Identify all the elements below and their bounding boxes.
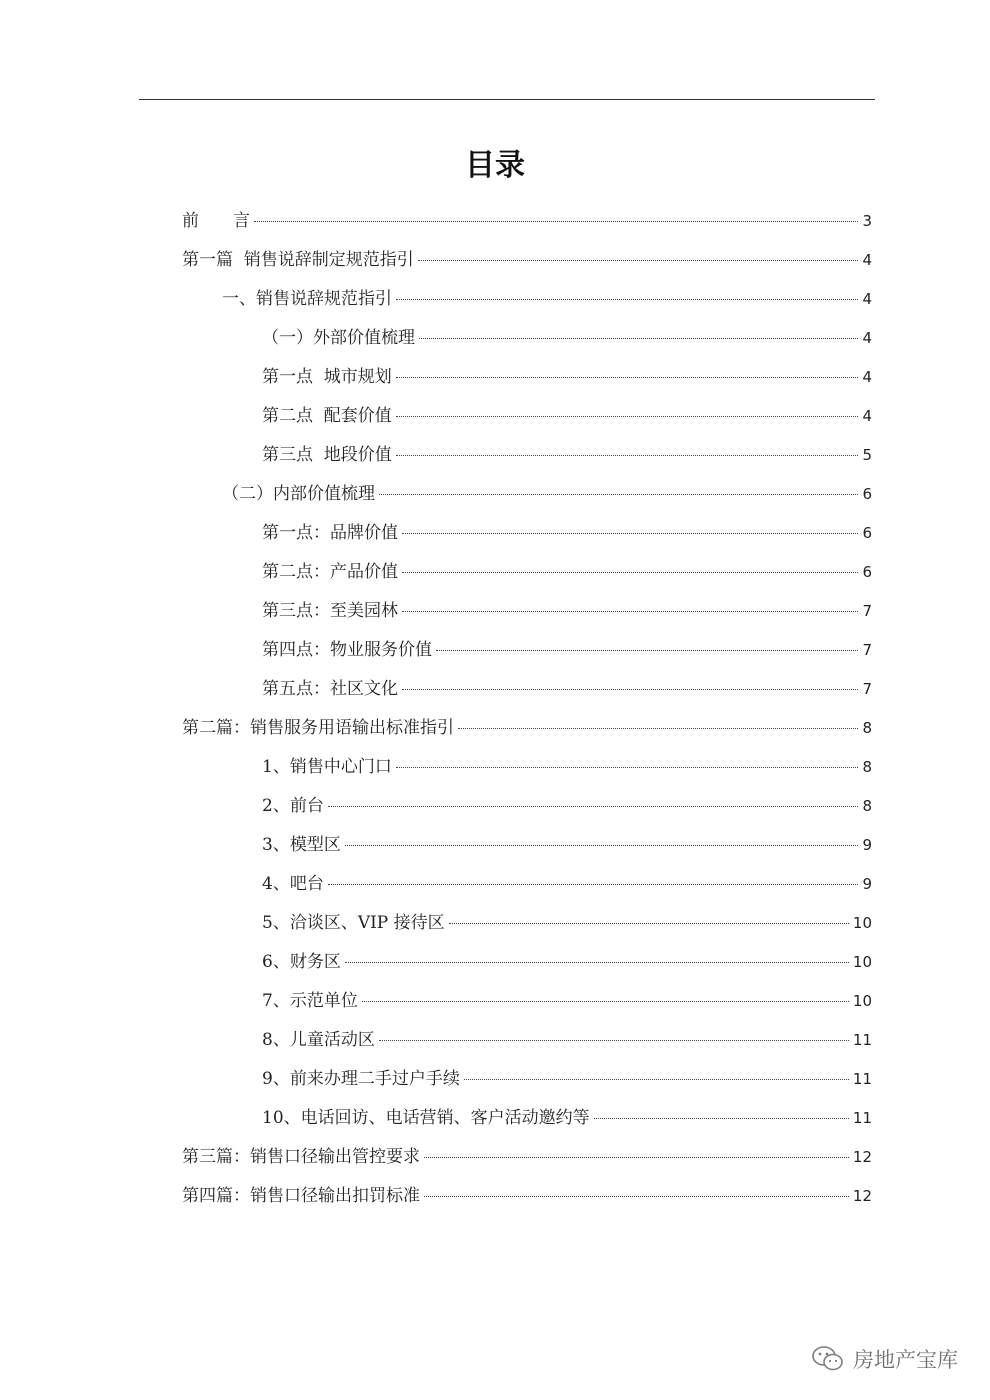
toc-leader-dots — [402, 611, 858, 612]
toc-entry-page: 10 — [852, 914, 872, 932]
toc-entry-page: 8 — [862, 758, 872, 776]
toc-entry[interactable] — [222, 482, 872, 506]
toc-entry-label: 第一点：品牌价值 — [262, 523, 398, 543]
toc-entry-label: 前 言 — [182, 211, 250, 231]
toc-leader-dots — [396, 299, 858, 300]
toc-leader-dots — [328, 806, 859, 807]
watermark-text: 房地产宝库 — [853, 1348, 958, 1372]
toc-leader-dots — [396, 455, 859, 456]
toc-entry-label: 5、洽谈区、VIP 接待区 — [262, 913, 445, 933]
toc-entry[interactable] — [182, 248, 872, 272]
toc-entry-page: 4 — [862, 329, 872, 347]
toc-entry-label: （二）内部价值梳理 — [222, 484, 375, 504]
toc-leader-dots — [402, 689, 858, 690]
toc-leader-dots — [436, 650, 858, 651]
toc-leader-dots — [379, 1040, 849, 1041]
toc-entry-label: 10、电话回访、电话营销、客户活动邀约等 — [262, 1108, 590, 1128]
toc-entry-label: 第二篇：销售服务用语输出标准指引 — [182, 718, 454, 738]
toc-entry[interactable] — [262, 521, 872, 545]
toc-entry[interactable] — [262, 404, 872, 428]
toc-entry[interactable] — [262, 443, 872, 467]
toc-entry-label: （一）外部价值梳理 — [262, 328, 415, 348]
toc-entry-page: 12 — [852, 1148, 872, 1166]
toc-entry-page: 8 — [862, 797, 872, 815]
toc-leader-dots — [396, 377, 859, 378]
toc-leader-dots — [396, 416, 859, 417]
toc-leader-dots — [345, 962, 849, 963]
toc-leader-dots — [418, 260, 859, 261]
toc-entry-page: 6 — [862, 485, 872, 503]
toc-entry-page: 7 — [862, 602, 872, 620]
toc-leader-dots — [328, 884, 859, 885]
toc-entry-label: 1、销售中心门口 — [262, 757, 392, 777]
toc-entry[interactable] — [182, 1184, 872, 1208]
toc-leader-dots — [464, 1079, 849, 1080]
toc-entry-label: 第一篇 销售说辞制定规范指引 — [182, 250, 414, 270]
toc-leader-dots — [345, 845, 859, 846]
toc-leader-dots — [419, 338, 858, 339]
toc-entry[interactable] — [262, 365, 872, 389]
toc-leader-dots — [362, 1001, 849, 1002]
toc-entry-label: 9、前来办理二手过户手续 — [262, 1069, 460, 1089]
toc-entry-label: 第二点：产品价值 — [262, 562, 398, 582]
toc-entry-page: 8 — [862, 719, 872, 737]
toc-entry-label: 第三点：至美园林 — [262, 601, 398, 621]
toc-entry-page: 11 — [852, 1070, 872, 1088]
wechat-icon — [811, 1345, 845, 1373]
toc-leader-dots — [424, 1196, 849, 1197]
toc-entry[interactable] — [262, 1067, 872, 1091]
toc-leader-dots — [458, 728, 858, 729]
toc-leader-dots — [379, 494, 858, 495]
toc-entry-page: 5 — [862, 446, 872, 464]
toc-entry-page: 11 — [852, 1031, 872, 1049]
toc-leader-dots — [449, 923, 849, 924]
toc-entry-label: 第四篇：销售口径输出扣罚标准 — [182, 1186, 420, 1206]
toc-entry[interactable] — [262, 989, 872, 1013]
toc-entry-page: 6 — [862, 524, 872, 542]
toc-entry-page: 3 — [862, 212, 872, 230]
toc-entry[interactable] — [262, 638, 872, 662]
toc-leader-dots — [424, 1157, 849, 1158]
toc-entry-label: 第二点 配套价值 — [262, 406, 392, 426]
toc-entry[interactable] — [262, 1106, 872, 1130]
toc-entry-page: 4 — [862, 290, 872, 308]
toc-entry-page: 7 — [862, 641, 872, 659]
toc-entry-page: 6 — [862, 563, 872, 581]
toc-entry-page: 7 — [862, 680, 872, 698]
toc-entry-label: 一、销售说辞规范指引 — [222, 289, 392, 309]
toc-entry-label: 4、吧台 — [262, 874, 324, 894]
toc-leader-dots — [396, 767, 859, 768]
document-title: 目录 — [465, 148, 525, 183]
toc-entry[interactable] — [262, 1028, 872, 1052]
toc-entry-label: 6、财务区 — [262, 952, 341, 972]
toc-entry[interactable] — [222, 287, 872, 311]
toc-entry-label: 第三篇：销售口径输出管控要求 — [182, 1147, 420, 1167]
toc-entry-page: 9 — [862, 836, 872, 854]
toc-leader-dots — [402, 533, 858, 534]
toc-leader-dots — [254, 221, 858, 222]
toc-entry-label: 第五点：社区文化 — [262, 679, 398, 699]
toc-entry-label: 第一点 城市规划 — [262, 367, 392, 387]
toc-entry[interactable] — [182, 1145, 872, 1169]
toc-entry-page: 10 — [852, 953, 872, 971]
toc-entry-page: 4 — [862, 251, 872, 269]
toc-entry-label: 第四点：物业服务价值 — [262, 640, 432, 660]
toc-entry-page: 4 — [862, 368, 872, 386]
toc-entry-page: 10 — [852, 992, 872, 1010]
toc-entry-page: 12 — [852, 1187, 872, 1205]
toc-entry-label: 3、模型区 — [262, 835, 341, 855]
toc-entry-label: 第三点 地段价值 — [262, 445, 392, 465]
toc-entry[interactable] — [262, 755, 872, 779]
toc-leader-dots — [594, 1118, 849, 1119]
toc-entry[interactable] — [262, 833, 872, 857]
toc-entry-label: 2、前台 — [262, 796, 324, 816]
toc-entry[interactable] — [182, 209, 872, 233]
toc-entry[interactable] — [262, 950, 872, 974]
toc-entry[interactable] — [262, 794, 872, 818]
watermark — [811, 1344, 958, 1374]
toc-entry[interactable] — [182, 716, 872, 740]
toc-entry-page: 11 — [852, 1109, 872, 1127]
toc-leader-dots — [402, 572, 858, 573]
toc-entry-label: 8、儿童活动区 — [262, 1030, 375, 1050]
toc-entry-page: 9 — [862, 875, 872, 893]
toc-entry-page: 4 — [862, 407, 872, 425]
toc-entry[interactable] — [262, 560, 872, 584]
toc-entry[interactable] — [262, 326, 872, 350]
toc-entry[interactable] — [262, 599, 872, 623]
toc-entry[interactable] — [262, 872, 872, 896]
toc-entry-label: 7、示范单位 — [262, 991, 358, 1011]
toc-entry[interactable] — [262, 677, 872, 701]
toc-entry[interactable] — [262, 911, 872, 935]
